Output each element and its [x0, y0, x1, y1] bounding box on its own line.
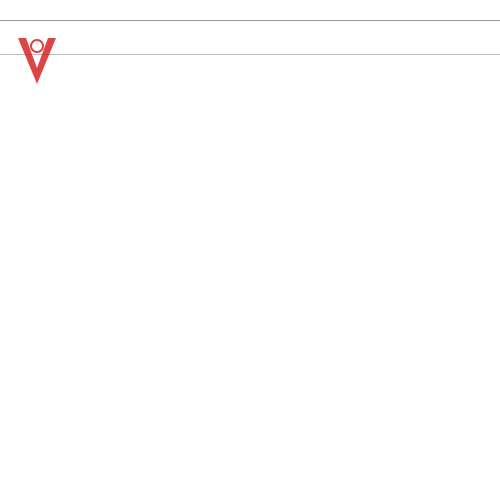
title-row: [0, 0, 500, 21]
nominal-row: [0, 20, 500, 55]
watermark: [8, 470, 208, 488]
brand-logo-icon: [12, 30, 62, 90]
